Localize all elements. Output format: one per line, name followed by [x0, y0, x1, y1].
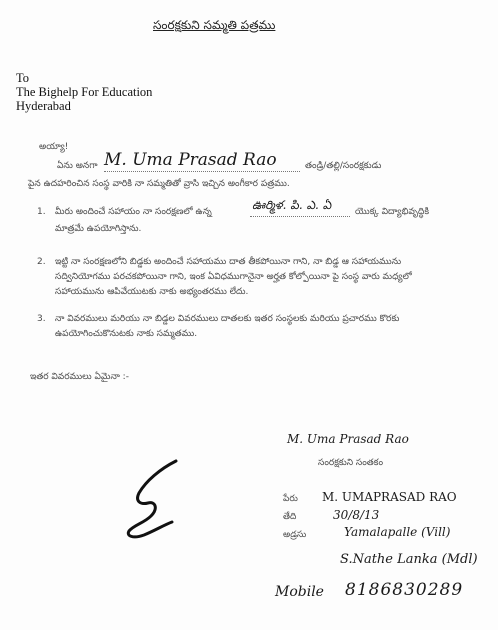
- intro-dotted-line: [104, 171, 300, 172]
- mobile-value: 8186830289: [345, 580, 464, 600]
- point-1-suffix: యొక్క విద్యాభివృద్ధికి: [355, 207, 430, 217]
- intro-line-2: పైన ఉదహరించిన సంస్థ వారికి నా సమ్మతితో వ్రాసి ఇచ్చిన అంగీకార పత్రము.: [28, 179, 290, 189]
- date-label: తేది: [283, 512, 297, 522]
- intro-relation: తండ్రి/తల్లి/సంరక్షకుడు: [305, 161, 382, 171]
- recipient-line-1: To: [16, 71, 30, 85]
- name-label: పేరు: [283, 494, 298, 504]
- mobile-label: Mobile: [275, 584, 324, 600]
- point-3-number: 3.: [37, 314, 46, 324]
- other-details-label: ఇతర వివరములు ఏమైనా :-: [30, 372, 129, 382]
- address-line-1: Yamalapalle (Vill): [344, 525, 451, 539]
- point-1-line-2: మాత్రమే ఉపయోగిస్తాను.: [55, 224, 142, 234]
- recipient-line-2: The Bighelp For Education: [16, 85, 153, 99]
- guardian-name-handwritten: M. Uma Prasad Rao: [104, 150, 277, 170]
- point-3-line-1: నా వివరములు మరియు నా బిడ్డల వివరములు దాతలకు ఇతర సంస్థలకు మరియు ప్రచారము కొరకు: [55, 314, 400, 324]
- signature-scribble: [118, 455, 193, 545]
- guardian-signature-label: సంరక్షకుని సంతకం: [318, 458, 384, 468]
- point-3-line-2: ఉపయోగించుకొనుటకు నాకు సమ్మతము.: [55, 329, 198, 339]
- salutation: అయ్యా!: [39, 142, 69, 152]
- letter-title: సంరక్షకుని సమ్మతి పత్రము: [153, 18, 276, 32]
- date-value: 30/8/13: [333, 508, 380, 522]
- point-2-line-1: ఇట్టి నా సంరక్షణలోని బిడ్డకు అందించే సహాయము దాత తీకపోయినా గాని, నా బిడ్డ ఆ సహాయమును: [55, 257, 402, 267]
- student-dotted-line: [250, 216, 350, 217]
- address-line-2: S.Nathe Lanka (Mdl): [340, 552, 478, 567]
- point-1-prefix: మీరు అందించే సహాయం నా సంరక్షణలో ఉన్న: [55, 207, 212, 217]
- address-label: అడ్రసు: [283, 530, 307, 540]
- name-value: M. UMAPRASAD RAO: [322, 490, 457, 504]
- recipient-line-3: Hyderabad: [16, 99, 71, 113]
- intro-prefix: ఏను అనగా: [57, 161, 98, 171]
- point-1-number: 1.: [37, 207, 46, 217]
- point-2-line-3: సహాయమును ఆపివేయుటకు నాకు అభ్యంతరము లేదు.: [55, 287, 249, 297]
- guardian-signature-name: M. Uma Prasad Rao: [287, 432, 409, 446]
- point-2-line-2: సద్వినియోగము పరచకపోయినా గాని, ఇంక ఏవిధముగానైనా అర్హత కోల్పోయినా పై సంస్థ వారు మధ్యలో: [55, 272, 412, 282]
- student-name-handwritten: ఊర్మిళ. పి. ఎ. ఏ: [252, 198, 332, 212]
- point-2-number: 2.: [37, 257, 46, 267]
